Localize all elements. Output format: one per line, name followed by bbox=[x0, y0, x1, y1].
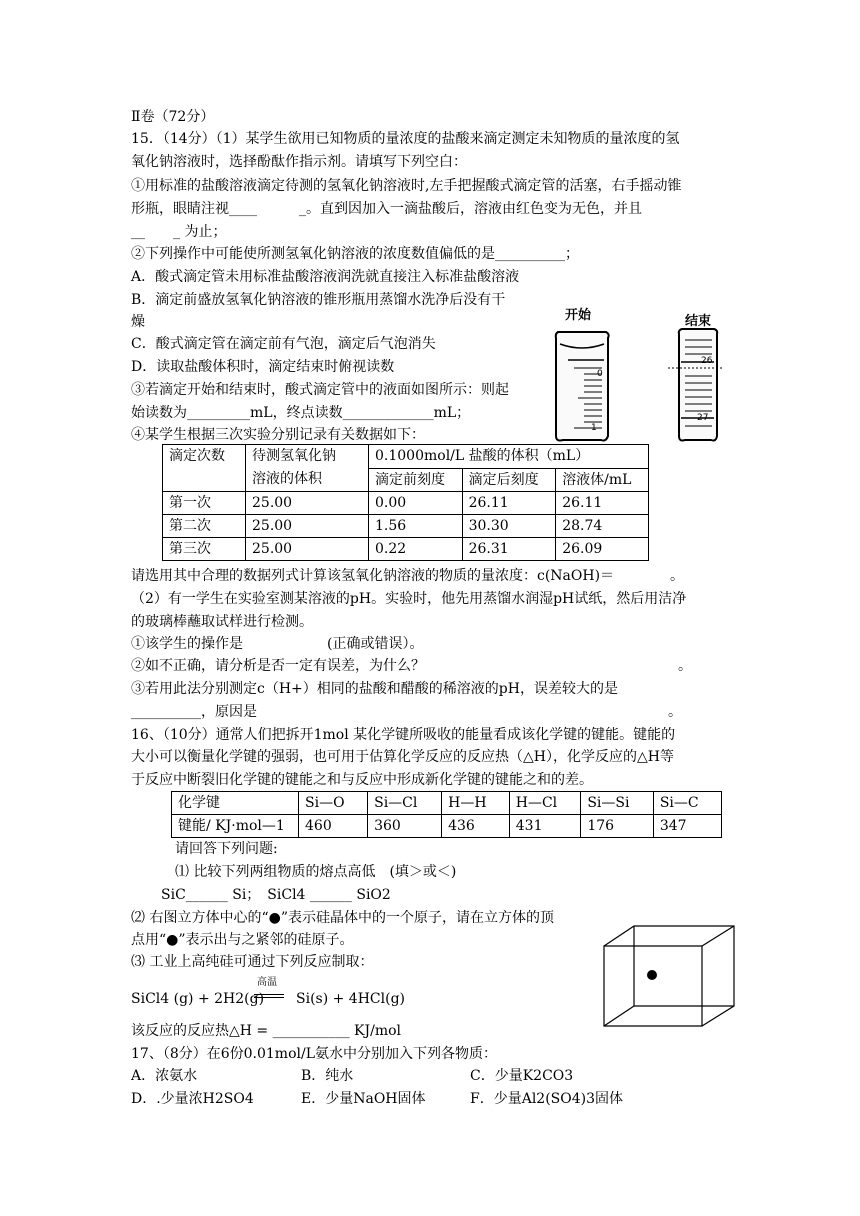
table-cell: 化学键 bbox=[172, 792, 299, 815]
table-cell: 26.11 bbox=[556, 492, 649, 515]
table-cell: Si—Cl bbox=[368, 792, 442, 815]
q15-option-d: D．读取盐酸体积时，滴定结束时俯视读数 bbox=[131, 359, 395, 375]
table-cell: 26.31 bbox=[462, 538, 556, 561]
table-cell: 436 bbox=[442, 815, 510, 838]
q17-option-d: D．.少量浓H2SO4 bbox=[131, 1091, 254, 1107]
q16-line-4: 请回答下列问题: bbox=[175, 841, 278, 857]
table-cell: 347 bbox=[653, 815, 721, 838]
burette-end-label: 结束 bbox=[685, 314, 712, 329]
q15-option-b-line-1: B．滴定前盛放氢氧化钠溶液的锥形瓶用蒸馏水洗净后没有干 bbox=[131, 292, 506, 308]
table-header-before: 滴定前刻度 bbox=[369, 468, 463, 492]
q15-line-16: __________，原因是 bbox=[131, 704, 257, 720]
table-cell: 25.00 bbox=[246, 515, 369, 538]
q15-line-13: ①该学生的操作是 (正确或错误）。 bbox=[131, 636, 424, 652]
table-cell: 28.74 bbox=[556, 515, 649, 538]
q15-line-15: ③若用此法分别测定c（H+）相同的盐酸和醋酸的稀溶液的pH，误差较大的是 bbox=[131, 681, 618, 697]
equation-left: SiCl4 (g) + 2H2(g) bbox=[131, 991, 265, 1007]
q17-option-f: F．少量Al2(SO4)3固体 bbox=[470, 1091, 624, 1107]
burette-start-tick-0: 0 bbox=[597, 369, 603, 379]
q16-line-2: 大小可以衡量化学键的强弱，也可用于估算化学反应的反应热（△H），化学反应的△H等 bbox=[131, 749, 674, 765]
q16-line-3: 于反应中断裂旧化学键的键能之和与反应中形成新化学键的键能之和的差。 bbox=[131, 772, 593, 788]
burette-start-label: 开始 bbox=[565, 308, 592, 323]
table-row bbox=[172, 792, 722, 815]
table-row bbox=[163, 515, 649, 538]
q15-line-11: （2）有一学生在实验室测某溶液的pH。实验时，他先用蒸馏水润湿pH试纸，然后用洁净 bbox=[131, 591, 687, 607]
table-cell: 360 bbox=[368, 815, 442, 838]
cube-figure bbox=[600, 924, 738, 1030]
burette-end-tick-27: 27 bbox=[697, 413, 709, 423]
q17-option-b: B．纯水 bbox=[301, 1068, 354, 1084]
q15-line-12: 的玻璃棒蘸取试样进行检测。 bbox=[131, 614, 313, 630]
table-cell: 第一次 bbox=[163, 492, 246, 515]
q15-line-4: 形瓶，眼睛注视____ _。直到因加入一滴盐酸后，溶液由红色变为无色，并且 bbox=[131, 201, 642, 217]
q16-line-9: ⑶ 工业上高纯硅可通过下列反应制取： bbox=[131, 954, 374, 970]
table-header-times: 滴定次数 bbox=[163, 445, 246, 492]
burette-figure bbox=[546, 300, 736, 445]
q15-option-c: C．酸式滴定管在滴定前有气泡，滴定后气泡消失 bbox=[131, 336, 436, 352]
table-header-naoh-line-2: 溶液的体积 bbox=[252, 471, 322, 487]
equation-equals-sign bbox=[254, 994, 284, 998]
q15-line-7: ③若滴定开始和结束时，酸式滴定管中的液面如图所示：则起 bbox=[131, 382, 509, 398]
q15-line-1: 15．（14分）（1）某学生欲用已知物质的量浓度的盐酸来滴定测定未知物质的量浓度的氢 bbox=[131, 131, 680, 147]
q15-option-b-line-2: 燥 bbox=[131, 314, 145, 330]
table-cell: 176 bbox=[581, 815, 654, 838]
table-cell: 0.22 bbox=[369, 538, 463, 561]
table-header-naoh-line-1: 待测氢氧化钠 bbox=[252, 448, 336, 464]
bond-energy-table bbox=[171, 791, 722, 838]
table-cell: Si—Si bbox=[581, 792, 654, 815]
burette-end-tick-26: 26 bbox=[701, 356, 713, 366]
table-cell: H—H bbox=[442, 792, 510, 815]
q15-line-14: ②如不正确，请分析是否一定有误差，为什么？ bbox=[131, 658, 425, 674]
table-cell: Si—C bbox=[653, 792, 721, 815]
table-cell: 0.00 bbox=[369, 492, 463, 515]
q15-line-6: ②下列操作中可能使所测氢氧化钠溶液的浓度数值偏低的是__________； bbox=[131, 246, 579, 262]
q15-line-10: 请选用其中合理的数据列式计算该氢氧化钠溶液的物质的量浓度：c(NaOH)＝ 。 bbox=[131, 568, 685, 584]
table-row bbox=[163, 492, 649, 515]
table-cell: 第三次 bbox=[163, 538, 246, 561]
table-cell: 键能/ KJ·mol—1 bbox=[172, 815, 299, 838]
equation-condition: 高温 bbox=[257, 977, 277, 988]
equation-right: Si(s) + 4HCl(g) bbox=[296, 991, 405, 1007]
burette-start-tick-1: 1 bbox=[591, 423, 597, 433]
q15-line-16-end: 。 bbox=[668, 704, 682, 720]
q16-line-1: 16、（10分）通常人们把拆开1mol 某化学键所吸收的能量看成该化学键的键能。键能的 bbox=[131, 727, 676, 743]
table-row bbox=[172, 815, 722, 838]
section-header: Ⅱ卷（72分） bbox=[131, 109, 215, 125]
table-cell: 26.11 bbox=[462, 492, 556, 515]
table-header-hcl: 0.1000mol/L 盐酸的体积（mL） bbox=[369, 445, 649, 469]
table-header-volume: 溶液体/mL bbox=[556, 468, 649, 492]
q16-line-6: SiC______ Si； SiCl4 ______ SiO2 bbox=[161, 887, 391, 903]
table-cell: 26.09 bbox=[556, 538, 649, 561]
q16-line-10: 该反应的反应热△H = ___________ KJ/mol bbox=[131, 1023, 402, 1039]
table-cell: 431 bbox=[509, 815, 581, 838]
table-cell: 460 bbox=[299, 815, 368, 838]
q17-option-a: A．浓氨水 bbox=[131, 1068, 198, 1084]
table-cell: 第二次 bbox=[163, 515, 246, 538]
q15-line-9: ④某学生根据三次实验分别记录有关数据如下： bbox=[131, 427, 425, 443]
q16-line-5: ⑴ 比较下列两组物质的熔点高低 (填＞或＜) bbox=[175, 864, 457, 880]
q15-line-5: __ _ 为止； bbox=[131, 224, 227, 240]
q15-line-14-end: 。 bbox=[678, 658, 692, 674]
cube-drawing bbox=[600, 924, 738, 1030]
titration-table bbox=[162, 444, 649, 561]
table-cell: 1.56 bbox=[369, 515, 463, 538]
table-header-naoh bbox=[246, 445, 369, 492]
table-cell: 25.00 bbox=[246, 538, 369, 561]
q15-line-2: 氧化钠溶液时，选择酚酞作指示剂。请填写下列空白： bbox=[131, 154, 467, 170]
q17-option-e: E．少量NaOH固体 bbox=[301, 1091, 426, 1107]
q15-line-3: ①用标准的盐酸溶液滴定待测的氢氧化钠溶液时,左手把握酸式滴定管的活塞，右手摇动锥 bbox=[131, 178, 682, 194]
q15-option-a: A．酸式滴定管未用标准盐酸溶液润洗就直接注入标准盐酸溶液 bbox=[131, 269, 520, 285]
table-cell: 30.30 bbox=[462, 515, 556, 538]
table-cell: 25.00 bbox=[246, 492, 369, 515]
table-cell: Si—O bbox=[299, 792, 368, 815]
table-row bbox=[163, 538, 649, 561]
q17-option-c: C．少量K2CO3 bbox=[470, 1068, 574, 1084]
q16-line-7: ⑵ 右图立方体中心的“●”表示硅晶体中的一个原子，请在立方体的顶 bbox=[131, 910, 554, 926]
q16-line-8: 点用“●”表示出与之紧邻的硅原子。 bbox=[131, 932, 354, 948]
table-header-after: 滴定后刻度 bbox=[462, 468, 556, 492]
table-cell: H—Cl bbox=[509, 792, 581, 815]
q15-line-8: 始读数为_________mL，终点读数_____________mL； bbox=[131, 405, 471, 421]
q17-line-1: 17、（8分）在6份0.01mol/L氨水中分别加入下列各物质： bbox=[131, 1046, 497, 1062]
